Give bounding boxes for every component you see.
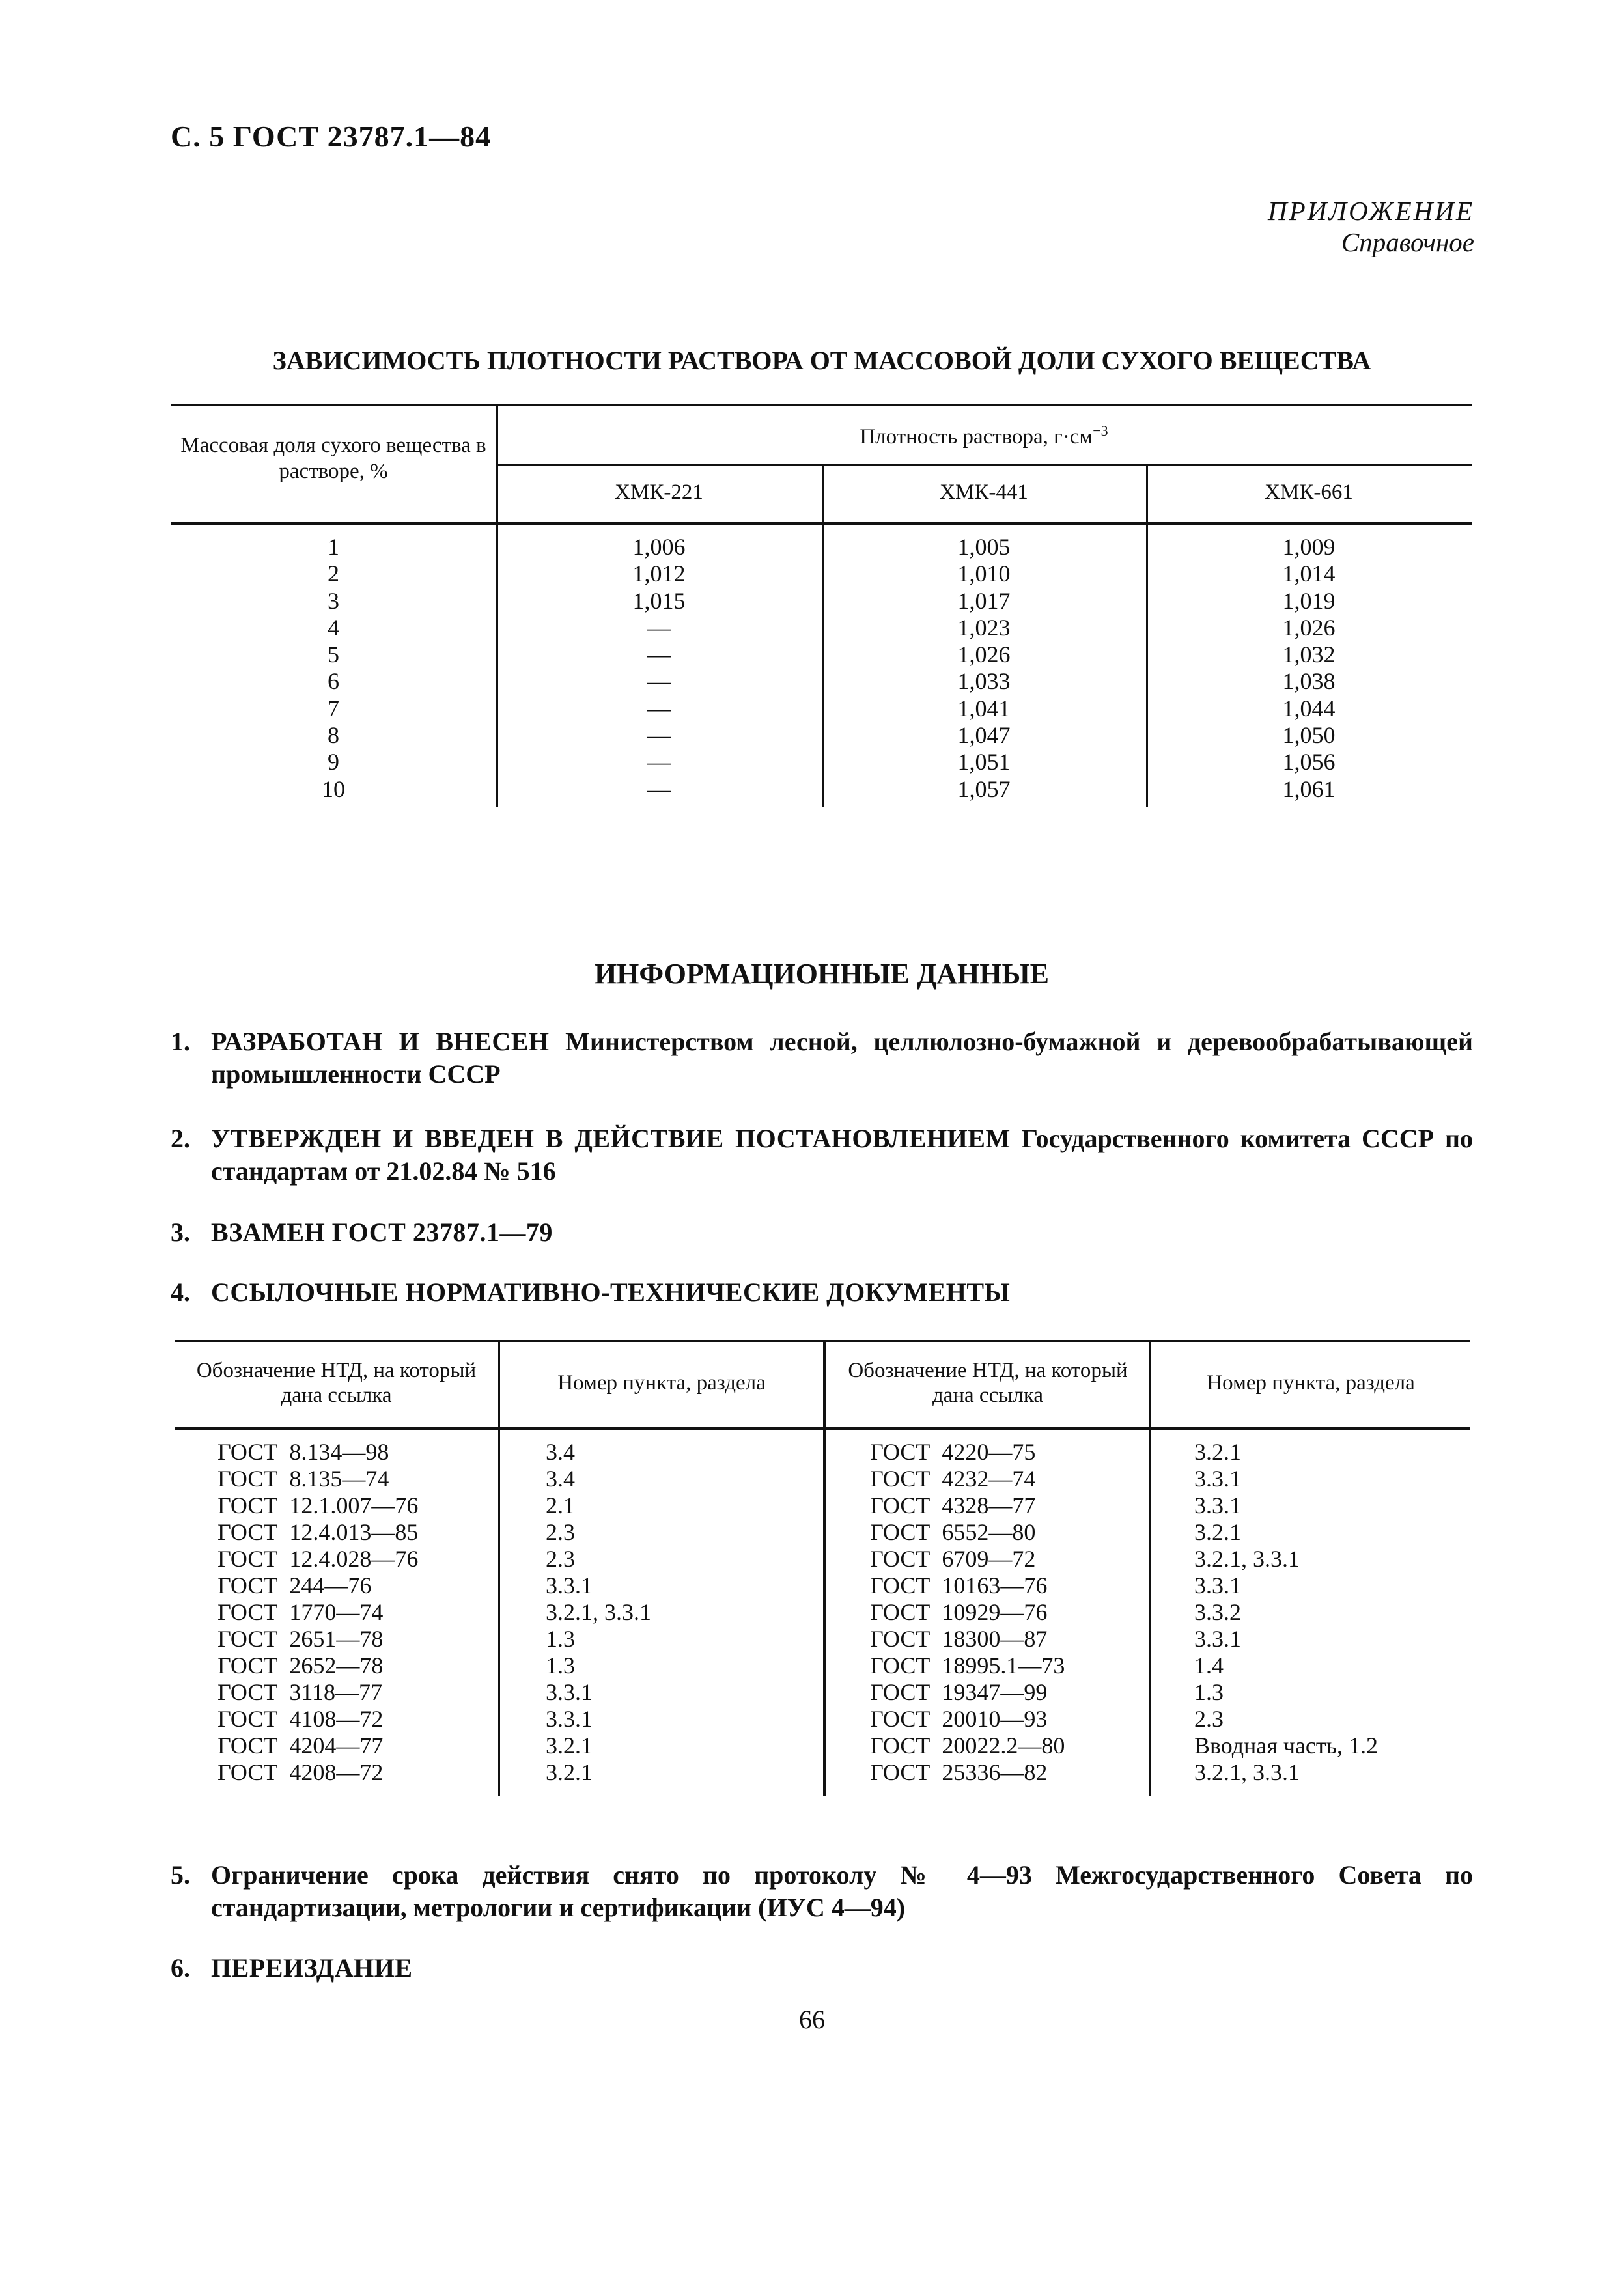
row-header: Массовая доля сухого вещества в растворе, % xyxy=(180,434,486,483)
density-cell: 1,047 xyxy=(957,722,1011,749)
xmk661-column xyxy=(1146,534,1472,803)
info-title: ИНФОРМАЦИОННЫЕ ДАННЫЕ xyxy=(594,958,1050,990)
density-cell: — xyxy=(647,668,671,695)
clause-cell: 3.3.1 xyxy=(546,1572,593,1598)
table-rule xyxy=(496,464,1472,466)
doc-cell: ГОСТ 18300—87 xyxy=(870,1626,1048,1652)
item-caps: УТВЕРЖДЕН И ВВЕДЕН В ДЕЙСТВИЕ ПОСТАНОВЛЕНИЕМ xyxy=(211,1124,1011,1153)
doc-cell: ГОСТ 19347—99 xyxy=(870,1679,1048,1705)
density-cell: — xyxy=(647,695,671,721)
density-cell: — xyxy=(647,775,671,802)
density-cell: 1,023 xyxy=(957,614,1011,641)
item-caps: РАЗРАБОТАН И ВНЕСЕН xyxy=(211,1027,550,1056)
density-cell: 1,010 xyxy=(957,561,1011,587)
doc-cell: ГОСТ 8.134—98 xyxy=(217,1439,389,1465)
doc-cell: ГОСТ 4108—72 xyxy=(217,1706,384,1732)
group-header-exponent: −3 xyxy=(1093,423,1108,439)
table-rule xyxy=(171,404,1472,406)
density-cell: 1,041 xyxy=(957,695,1011,721)
doc-cell: ГОСТ 4204—77 xyxy=(217,1733,384,1759)
xmk441-column xyxy=(822,534,1146,803)
clause-cell: 3.2.1 xyxy=(546,1759,593,1785)
column-header: ХМК-441 xyxy=(940,481,1028,504)
group-header xyxy=(496,418,1472,450)
item-caps: ПЕРЕИЗДАНИЕ xyxy=(211,1953,413,1983)
doc-cell: ГОСТ 25336—82 xyxy=(870,1759,1048,1785)
clause-cell: 2.3 xyxy=(1194,1706,1224,1732)
mass-cell: 7 xyxy=(328,695,339,721)
column-header: ХМК-221 xyxy=(615,481,703,504)
clause-cell: 1.3 xyxy=(546,1653,575,1679)
column-header: Обозначение НТД, на который дана ссылка xyxy=(196,1359,477,1407)
clause-cell: 1.3 xyxy=(1194,1679,1224,1705)
xmk221-column xyxy=(496,534,822,803)
right-doc-column xyxy=(870,1439,1065,1786)
info-item xyxy=(171,1859,1473,1924)
doc-cell: ГОСТ 2651—78 xyxy=(217,1626,384,1652)
mass-cell: 10 xyxy=(322,775,345,802)
doc-cell: ГОСТ 20022.2—80 xyxy=(870,1733,1065,1759)
density-cell: 1,032 xyxy=(1282,641,1336,668)
item-number: 5. xyxy=(171,1860,190,1890)
doc-cell: ГОСТ 12.4.013—85 xyxy=(217,1519,419,1545)
clause-cell: 3.3.1 xyxy=(1194,1492,1241,1518)
doc-cell: ГОСТ 12.1.007—76 xyxy=(217,1492,419,1518)
density-cell: 1,056 xyxy=(1282,749,1336,775)
density-cell: — xyxy=(647,749,671,775)
column-header: ХМК-661 xyxy=(1265,481,1353,504)
clause-cell: 3.3.1 xyxy=(1194,1626,1241,1652)
doc-cell: ГОСТ 10163—76 xyxy=(870,1572,1048,1598)
doc-cell: ГОСТ 3118—77 xyxy=(217,1679,383,1705)
density-cell: 1,038 xyxy=(1282,668,1336,695)
mass-cell: 3 xyxy=(328,587,339,614)
clause-cell: 3.4 xyxy=(546,1466,575,1492)
item-caps: ССЫЛОЧНЫЕ НОРМАТИВНО-ТЕХНИЧЕСКИЕ ДОКУМЕНТЫ xyxy=(211,1277,1011,1307)
info-item xyxy=(171,1276,1473,1309)
density-cell: 1,033 xyxy=(957,668,1011,695)
item-caps: ВЗАМЕН ГОСТ 23787.1—79 xyxy=(211,1218,553,1247)
clause-cell: 3.3.1 xyxy=(1194,1466,1241,1492)
doc-cell: ГОСТ 4232—74 xyxy=(870,1466,1036,1492)
clause-cell: Вводная часть, 1.2 xyxy=(1194,1733,1379,1759)
density-cell: 1,051 xyxy=(957,749,1011,775)
appendix-title: ПРИЛОЖЕНИЕ xyxy=(1268,196,1474,226)
clause-cell: 3.2.1, 3.3.1 xyxy=(546,1599,651,1625)
right-clause-column xyxy=(1194,1439,1378,1786)
item-text: Министерством лесной, целлюлозно-бумажной и деревообрабатывающей промышленности СССР xyxy=(211,1027,1474,1089)
density-cell: — xyxy=(647,614,671,641)
info-item xyxy=(171,1025,1473,1091)
mass-cell: 4 xyxy=(328,614,339,641)
column-header: Номер пункта, раздела xyxy=(557,1371,766,1395)
density-cell: 1,006 xyxy=(632,534,686,560)
info-item xyxy=(171,1952,1473,1985)
clause-cell: 3.3.2 xyxy=(1194,1599,1241,1625)
item-text: Государственного комитета СССР по стандартам от 21.02.84 № 516 xyxy=(211,1124,1474,1186)
appendix-label xyxy=(1268,195,1474,258)
item-number: 6. xyxy=(171,1953,190,1983)
page-header: С. 5 ГОСТ 23787.1—84 xyxy=(171,120,492,153)
appendix-type: Справочное xyxy=(1341,227,1474,257)
density-cell: 1,009 xyxy=(1282,534,1336,560)
column-header: Номер пункта, раздела xyxy=(1207,1371,1415,1395)
clause-cell: 2.3 xyxy=(546,1546,575,1572)
mass-cell: 6 xyxy=(328,668,339,695)
clause-cell: 3.2.1 xyxy=(1194,1439,1241,1465)
doc-cell: ГОСТ 6552—80 xyxy=(870,1519,1036,1545)
density-cell: 1,026 xyxy=(957,641,1011,668)
density-cell: — xyxy=(647,641,671,668)
density-cell: 1,050 xyxy=(1282,722,1336,749)
left-clause-column xyxy=(546,1439,651,1786)
doc-cell: ГОСТ 10929—76 xyxy=(870,1599,1048,1625)
page-number: 66 xyxy=(799,2005,825,2034)
doc-cell: ГОСТ 12.4.028—76 xyxy=(217,1546,419,1572)
clause-cell: 2.3 xyxy=(546,1519,575,1545)
density-cell: 1,017 xyxy=(957,587,1011,614)
clause-cell: 3.3.1 xyxy=(546,1679,593,1705)
density-table-title: ЗАВИСИМОСТЬ ПЛОТНОСТИ РАСТВОРА ОТ МАССОВОЙ ДОЛИ СУХОГО ВЕЩЕСТВА xyxy=(272,346,1371,375)
item-number: 2. xyxy=(171,1124,190,1153)
density-cell: 1,026 xyxy=(1282,614,1336,641)
item-number: 4. xyxy=(171,1277,190,1307)
density-cell: 1,015 xyxy=(632,587,686,614)
left-doc-column xyxy=(217,1439,418,1786)
table-rule xyxy=(175,1340,1470,1342)
clause-cell: 3.2.1, 3.3.1 xyxy=(1194,1759,1300,1785)
doc-cell: ГОСТ 4220—75 xyxy=(870,1439,1036,1465)
mass-cell: 5 xyxy=(328,641,339,668)
mass-cell: 8 xyxy=(328,722,339,749)
doc-cell: ГОСТ 244—76 xyxy=(217,1572,372,1598)
density-cell: 1,014 xyxy=(1282,561,1336,587)
info-item xyxy=(171,1123,1473,1188)
density-cell: 1,057 xyxy=(957,775,1011,802)
doc-cell: ГОСТ 20010—93 xyxy=(870,1706,1048,1732)
mass-cell: 2 xyxy=(328,561,339,587)
info-item xyxy=(171,1216,1473,1249)
clause-cell: 3.3.1 xyxy=(1194,1572,1241,1598)
clause-cell: 3.2.1, 3.3.1 xyxy=(1194,1546,1300,1572)
clause-cell: 3.3.1 xyxy=(546,1706,593,1732)
item-text: Ограничение срока действия снято по протоколу № 4—93 Межгосударственного Совета по стандартизации, метрологии и сертификации (ИУС 4—94) xyxy=(211,1860,1473,1922)
density-cell: 1,005 xyxy=(957,534,1011,560)
clause-cell: 1.4 xyxy=(1194,1653,1224,1679)
density-cell: 1,012 xyxy=(632,561,686,587)
density-table xyxy=(171,404,1472,807)
table-rule xyxy=(171,522,1472,525)
doc-cell: ГОСТ 4328—77 xyxy=(870,1492,1036,1518)
mass-cell: 9 xyxy=(328,749,339,775)
item-number: 3. xyxy=(171,1218,190,1247)
doc-cell: ГОСТ 8.135—74 xyxy=(217,1466,389,1492)
density-cell: 1,019 xyxy=(1282,587,1336,614)
table-rule xyxy=(175,1427,1470,1430)
doc-cell: ГОСТ 18995.1—73 xyxy=(870,1653,1065,1679)
clause-cell: 1.3 xyxy=(546,1626,575,1652)
item-number: 1. xyxy=(171,1027,190,1056)
column-header: Обозначение НТД, на который дана ссылка xyxy=(848,1359,1128,1407)
density-cell: 1,061 xyxy=(1282,775,1336,802)
mass-cell: 1 xyxy=(328,534,339,560)
density-cell: — xyxy=(647,722,671,749)
clause-cell: 3.2.1 xyxy=(546,1733,593,1759)
references-table xyxy=(175,1340,1470,1796)
mass-column xyxy=(171,534,496,803)
doc-cell: ГОСТ 4208—72 xyxy=(217,1759,384,1785)
group-header-text: Плотность раствора, г·см xyxy=(860,425,1093,449)
density-cell: 1,044 xyxy=(1282,695,1336,721)
doc-cell: ГОСТ 1770—74 xyxy=(217,1599,384,1625)
clause-cell: 3.2.1 xyxy=(1194,1519,1241,1545)
doc-cell: ГОСТ 6709—72 xyxy=(870,1546,1036,1572)
clause-cell: 3.4 xyxy=(546,1439,575,1465)
doc-cell: ГОСТ 2652—78 xyxy=(217,1653,384,1679)
clause-cell: 2.1 xyxy=(546,1492,575,1518)
